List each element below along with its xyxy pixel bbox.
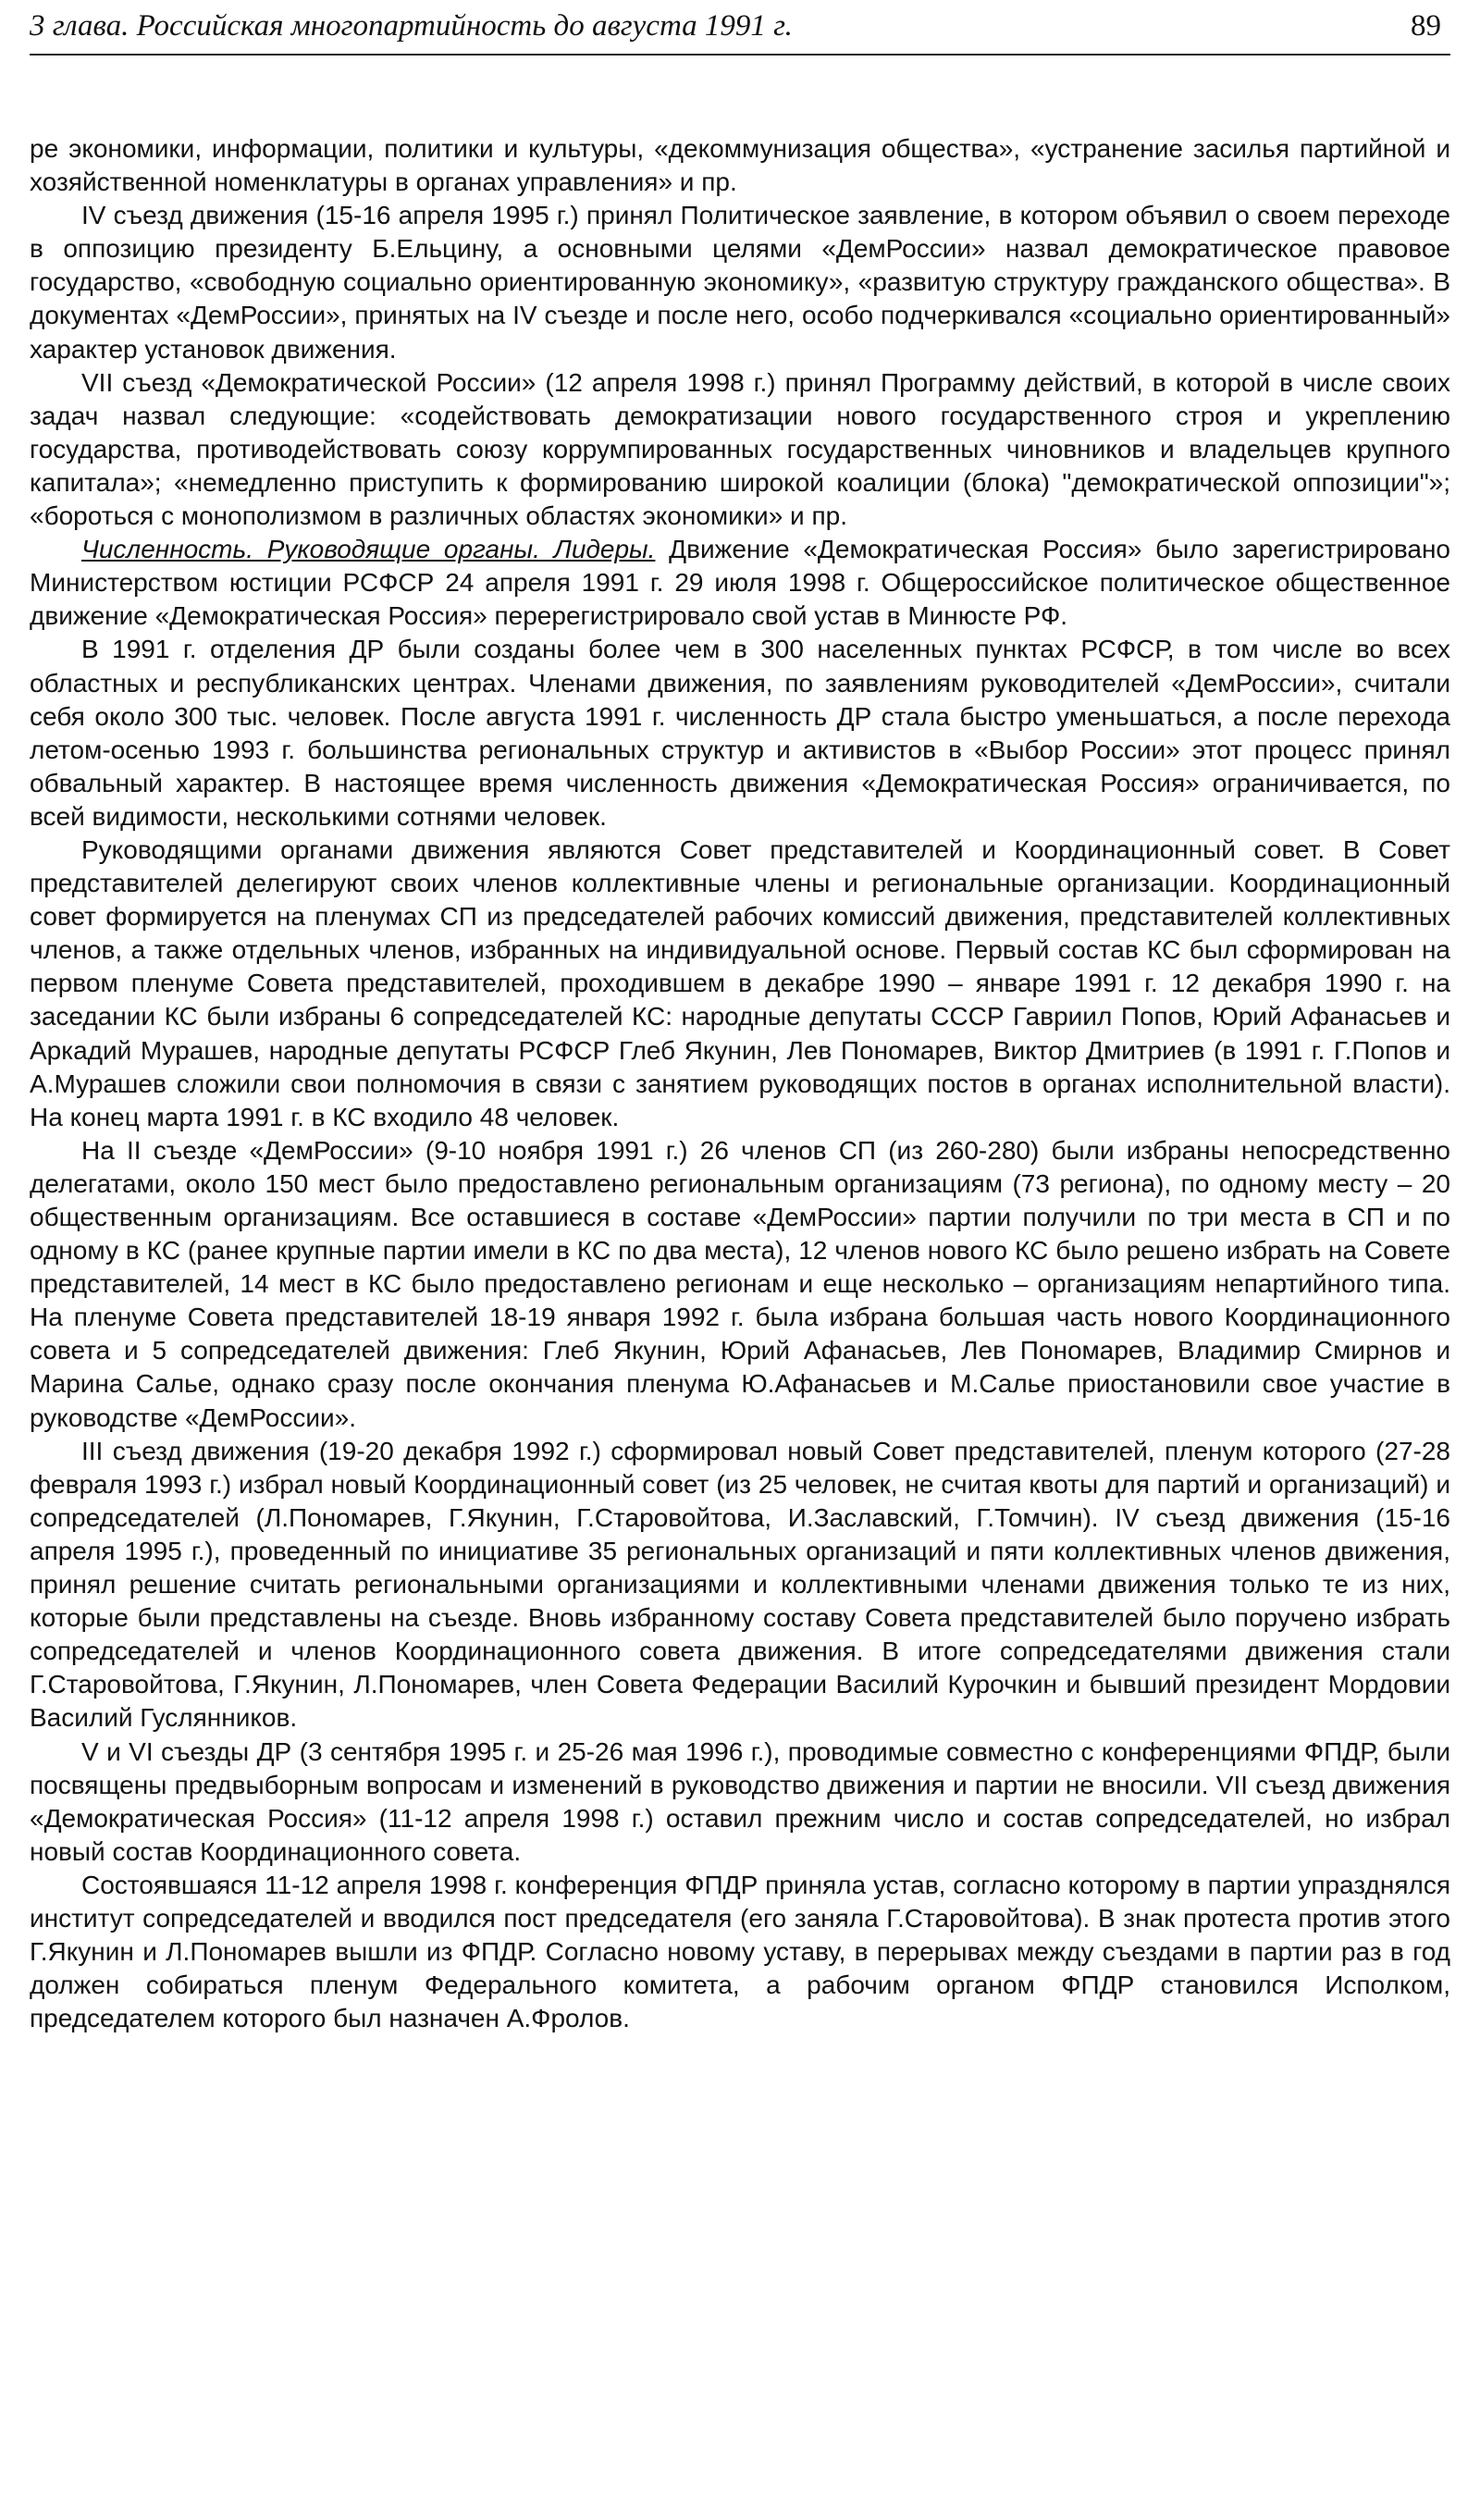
paragraph-text: В 1991 г. отделения ДР были созданы более чем в 300 населенных пунктах РСФСР, в том числе во всех областных и республиканских центрах. Членами движения, по заявлениям руководителей «ДемРоссии», считали себя около 300 тыс. человек. После августа 1991 г. численность ДР стала быстро уменьшаться, а после перехода летом-осенью 1993 г. большинства региональных структур и активистов в «Выбор России» этот процесс принял обвальный характер. В настоящее время численность движения «Демократическая Россия» ограничивается, по всей видимости, несколькими сотнями человек.	[30, 635, 1450, 831]
paragraph	[30, 1736, 1450, 1869]
paragraph-text: Руководящими органами движения являются Совет представителей и Координационный совет. В Совет представителей делегируют своих членов коллективные члены и региональные организации. Координационный совет формируется на пленумах СП из председателей рабочих комиссий движения, представителей коллективных членов, а также отдельных членов, избранных на индивидуальной основе. Первый состав КС был сформирован на первом пленуме Совета представителей, проходившем в декабре 1990 – январе 1991 г. 12 декабря 1990 г. на заседании КС были избраны 6 сопредседателей КС: народные депутаты СССР Гавриил Попов, Юрий Афанасьев и Аркадий Мурашев, народные депутаты РСФСР Глеб Якунин, Лев Пономарев, Виктор Дмитриев (в 1991 г. Г.Попов и А.Мурашев сложили свои полномочия в связи с занятием руководящих постов в органах исполнительной власти). На конец марта 1991 г. в КС входило 48 человек.	[30, 834, 1450, 1131]
paragraph	[30, 199, 1450, 365]
paragraph-text: Состоявшаяся 11-12 апреля 1998 г. конференция ФПДР приняла устав, согласно которому в партии упразднялся институт сопредседателей и вводился пост председателя (его заняла Г.Старовойтова). В знак протеста против этого Г.Якунин и Л.Пономарев вышли из ФПДР. Согласно новому уставу, в перерывах между съездами в партии раз в год должен собираться пленум Федерального комитета, а рабочим органом ФПДР становился Исполком, председателем которого был назначен А.Фролов.	[30, 1870, 1450, 2033]
chapter-running-title: 3 глава. Российская многопартийность до августа 1991 г.	[30, 9, 793, 43]
paragraph	[30, 366, 1450, 533]
paragraph	[30, 533, 1450, 633]
paragraph	[30, 1435, 1450, 1736]
paragraph	[30, 1869, 1450, 2035]
paragraph-text: VII съезд «Демократической России» (12 апреля 1998 г.) принял Программу действий, в которой в числе своих задач назвал следующие: «содействовать демократизации нового государственного строя и укреплению государства, противодействовать союзу коррумпированных государственных чиновников и владельцев крупного капитала»; «немедленно приступить к формированию широкой коалиции (блока) "демократической оппозиции"»; «бороться с монополизмом в различных областях экономики» и пр.	[30, 367, 1450, 531]
body-text	[30, 132, 1450, 2035]
section-subheading: Численность. Руководящие органы. Лидеры.	[81, 535, 656, 564]
paragraph	[30, 1134, 1450, 1435]
running-header	[30, 0, 1450, 56]
paragraph	[30, 132, 1450, 199]
paragraph-text: IV съезд движения (15-16 апреля 1995 г.) принял Политическое заявление, в котором объявил о своем переходе в оппозицию президенту Б.Ельцину, а основными целями «ДемРоссии» назвал демократическое правовое государство, «свободную социально ориентированную экономику», «развитую структуру гражданского общества». В документах «ДемРоссии», принятых на IV съезде и после него, особо подчеркивался «социально ориентированный» характер установок движения.	[30, 201, 1450, 364]
page-number: 89	[1411, 9, 1441, 43]
paragraph-text: Движение «Демократическая Россия» было зарегистрировано Министерством юстиции РСФСР 24 апреля 1991 г. 29 июля 1998 г. Общероссийское политическое общественное движение «Демократическая Россия» перерегистрировало свой устав в Минюсте РФ.	[30, 535, 1450, 631]
paragraph-text: V и VI съезды ДР (3 сентября 1995 г. и 25-26 мая 1996 г.), проводимые совместно с конференциями ФПДР, были посвящены предвыборным вопросам и изменений в руководство движения и партии не вносили. VII съезд движения «Демократическая Россия» (11-12 апреля 1998 г.) оставил прежним число и состав сопредседателей, но избрал новый состав Координационного совета.	[30, 1736, 1450, 1866]
book-page	[30, 0, 1450, 2035]
paragraph	[30, 633, 1450, 834]
paragraph-text: III съезд движения (19-20 декабря 1992 г.) сформировал новый Совет представителей, пленум которого (27-28 февраля 1993 г.) избрал новый Координационный совет (из 25 человек, не считая квоты для партий и организаций) и сопредседателей (Л.Пономарев, Г.Якунин, Г.Старовойтова, И.Заславский, Г.Томчин). IV съезд движения (15-16 апреля 1995 г.), проведенный по инициативе 35 региональных организаций и пяти коллективных членов движения, принял решение считать региональными организациями и коллективными членами движения только те из них, которые были представлены на съезде. Вновь избранному составу Совета представителей было поручено избрать сопредседателей и членов Координационного совета движения. В итоге сопредседателями движения стали Г.Старовойтова, Г.Якунин, Л.Пономарев, член Совета Федерации Василий Курочкин и бывший президент Мордовии Василий Гуслянников.	[30, 1436, 1450, 1733]
paragraph	[30, 834, 1450, 1134]
paragraph-text: На II съезде «ДемРоссии» (9-10 ноября 1991 г.) 26 членов СП (из 260-280) были избраны непосредственно делегатами, около 150 мест было предоставлено региональным организациям (73 региона), по одному месту – 20 общественным организациям. Все оставшиеся в составе «ДемРоссии» партии получили по три места в СП и по одному в КС (ранее крупные партии имели в КС по два места), 12 членов нового КС было решено избрать на Совете представителей, 14 мест в КС было предоставлено регионам и еще несколько – организациям непартийного типа. На пленуме Совета представителей 18-19 января 1992 г. была избрана большая часть нового Координационного совета и 5 сопредседателей движения: Глеб Якунин, Юрий Афанасьев, Лев Пономарев, Владимир Смирнов и Марина Салье, однако сразу после окончания пленума Ю.Афанасьев и М.Салье приостановили свое участие в руководстве «ДемРоссии».	[30, 1135, 1450, 1432]
paragraph-text: ре экономики, информации, политики и культуры, «декоммунизация общества», «устранение засилья партийной и хозяйственной номенклатуры в органах управления» и пр.	[30, 134, 1450, 197]
